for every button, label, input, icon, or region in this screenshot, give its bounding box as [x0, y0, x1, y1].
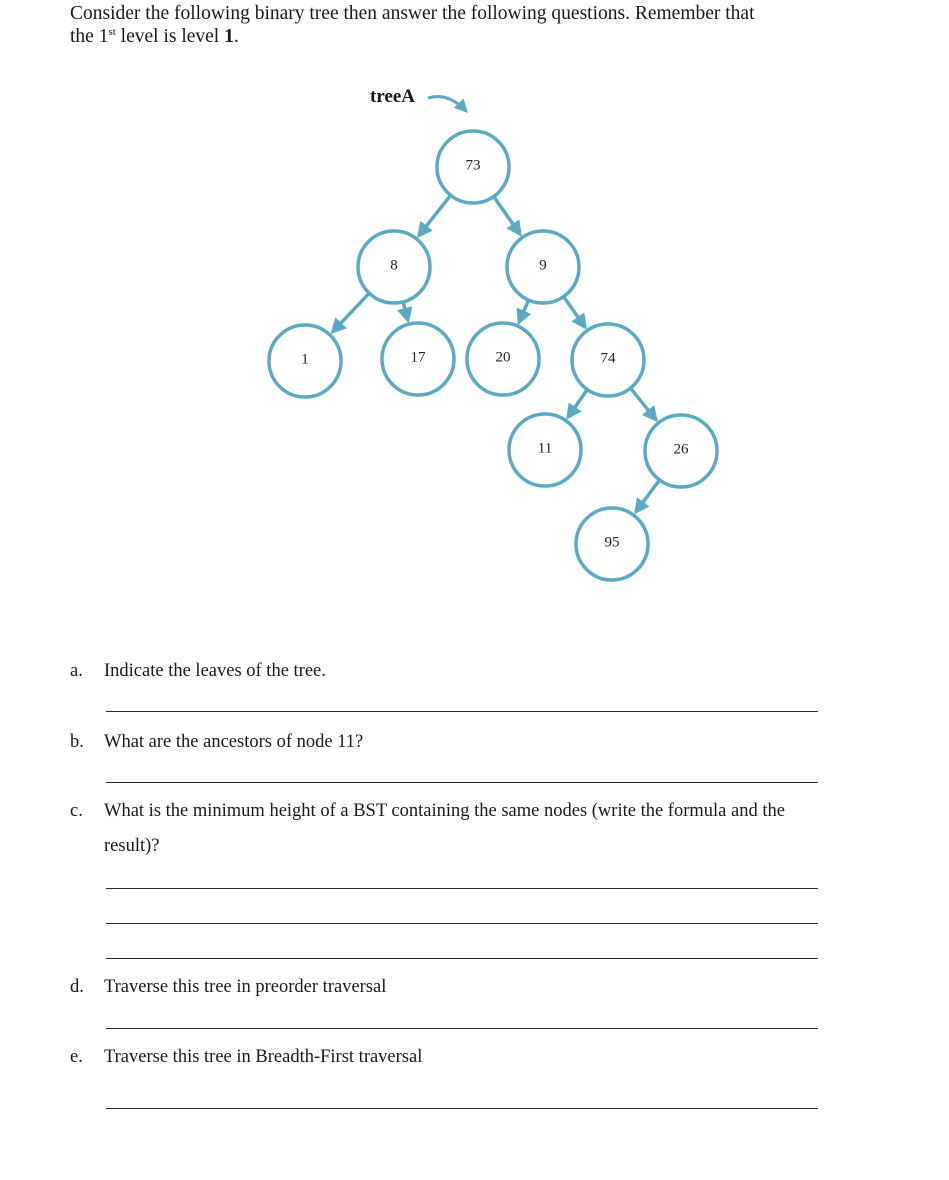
tree-node-label: 11	[537, 440, 553, 457]
tree-nodes	[269, 131, 717, 580]
intro-superscript: st	[108, 26, 116, 38]
tree-node-label: 95	[604, 534, 620, 551]
tree-node-9	[507, 231, 579, 303]
question-c-letter: c.	[70, 801, 83, 821]
question-e-text: Traverse this tree in Breadth-First traversal	[104, 1047, 423, 1067]
tree-node-17	[382, 323, 454, 395]
question-a-letter: a.	[70, 661, 83, 681]
edge-73-to-8	[419, 196, 450, 236]
tree-node-label: 73	[465, 157, 481, 174]
intro-level-number: 1	[224, 26, 234, 47]
question-a	[70, 659, 840, 683]
intro-line-1: Consider the following binary tree then answer the following questions. Remember that	[70, 3, 755, 24]
answer-line-c-3[interactable]	[106, 958, 818, 959]
answer-line-a[interactable]	[106, 711, 818, 712]
intro-line-2-middle: level is level	[115, 26, 225, 47]
edge-8-to-17	[403, 303, 408, 320]
question-b-letter: b.	[70, 732, 84, 752]
tree-node-label: 26	[673, 441, 689, 458]
question-e	[70, 1045, 840, 1069]
intro-line-2-end: .	[233, 26, 239, 47]
tree-node-label: 74	[600, 350, 616, 367]
tree-name-label: treeA	[370, 86, 416, 107]
answer-line-c-2[interactable]	[106, 923, 818, 924]
tree-node-1	[269, 325, 341, 397]
question-e-letter: e.	[70, 1047, 83, 1067]
edge-74-to-11	[568, 390, 587, 417]
edge-26-to-95	[636, 481, 659, 512]
tree-node-label: 9	[539, 257, 547, 274]
root-pointer-arrow	[428, 97, 466, 111]
tree-node-label: 8	[390, 257, 398, 274]
tree-node-label: 17	[410, 349, 426, 366]
tree-node-26	[645, 415, 717, 487]
tree-node-95	[576, 508, 648, 580]
edge-9-to-74	[564, 297, 585, 327]
question-b-text: What are the ancestors of node 11?	[104, 732, 364, 752]
edge-8-to-1	[333, 294, 369, 332]
tree-node-73	[437, 131, 509, 203]
tree-node-11	[509, 414, 581, 486]
question-d-text: Traverse this tree in preorder traversal	[104, 977, 387, 997]
answer-line-b[interactable]	[106, 782, 818, 783]
edge-9-to-20	[519, 301, 528, 322]
question-d	[70, 975, 840, 999]
question-c-text: What is the minimum height of a BST containing the same nodes (write the formula and the result)?	[104, 801, 785, 856]
answer-line-c-1[interactable]	[106, 888, 818, 889]
intro-line-2-prefix: the 1	[70, 26, 109, 47]
question-d-letter: d.	[70, 977, 84, 997]
question-b	[70, 730, 840, 754]
tree-node-label: 20	[495, 349, 511, 366]
question-a-text: Indicate the leaves of the tree.	[104, 661, 326, 681]
answer-line-d[interactable]	[106, 1028, 818, 1029]
tree-node-label: 1	[301, 351, 309, 368]
tree-node-74	[572, 324, 644, 396]
answer-line-e[interactable]	[106, 1108, 818, 1109]
question-c	[70, 794, 840, 864]
tree-node-8	[358, 231, 430, 303]
edge-73-to-9	[494, 197, 520, 234]
tree-node-20	[467, 323, 539, 395]
edge-74-to-26	[631, 389, 656, 420]
